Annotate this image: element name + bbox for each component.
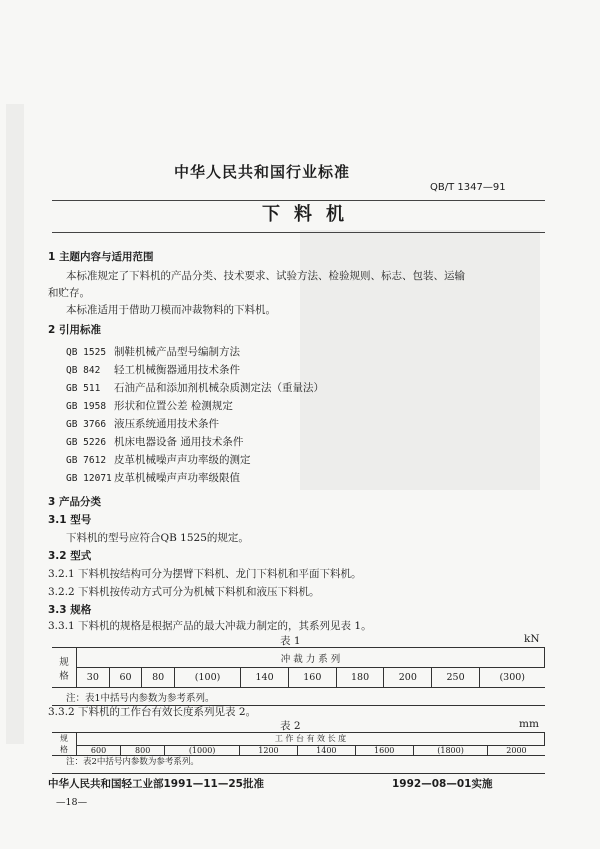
table-2-caption: 表 2 xyxy=(280,720,301,732)
reference-item: GB 511 石油产品和添加剂机械杂质测定法（重量法） xyxy=(66,382,324,394)
table-cell: 1600 xyxy=(355,745,413,755)
scan-bleed-1 xyxy=(6,104,24,744)
table-2-unit: mm xyxy=(519,718,539,730)
section-3-1-text: 下料机的型号应符合QB 1525的规定。 xyxy=(66,532,249,544)
table-1-header: 冲 裁 力 系 列 xyxy=(77,648,545,668)
section-1-para-1-cont: 和贮存。 xyxy=(48,287,90,299)
reference-item: GB 5226 机床电器设备 通用技术条件 xyxy=(66,436,244,448)
table-cell: 250 xyxy=(432,668,480,688)
table-2 xyxy=(52,732,545,756)
table-2-header: 工 作 台 有 效 长 度 xyxy=(77,733,545,746)
section-3-2-2-text: 3.2.2 下料机按传动方式可分为机械下料机和液压下料机。 xyxy=(48,586,320,598)
section-3-1-heading: 3.1 型号 xyxy=(48,514,92,526)
table-1-row-label: 规 格 xyxy=(52,648,77,688)
footer-rule xyxy=(52,773,545,774)
section-3-3-2-text: 3.3.2 下料机的工作台有效长度系列见表 2。 xyxy=(48,706,257,718)
table-cell: 80 xyxy=(142,668,175,688)
header-rule-2 xyxy=(52,232,545,233)
reference-item: GB 12071 皮革机械噪声声功率级限值 xyxy=(66,472,240,484)
section-1-para-1: 本标准规定了下料机的产品分类、技术要求、试验方法、检验规则、标志、包装、运输 xyxy=(66,270,465,282)
section-3-2-heading: 3.2 型式 xyxy=(48,550,92,562)
table-cell: 140 xyxy=(241,668,289,688)
table-cell: 1200 xyxy=(240,745,298,755)
table-cell: 60 xyxy=(109,668,142,688)
table-cell: (300) xyxy=(479,668,544,688)
table-1-note: 注：表1中括号内参数为参考系列。 xyxy=(52,688,545,706)
section-1-heading: 1 主题内容与适用范围 xyxy=(48,251,154,263)
section-3-2-1-text: 3.2.1 下料机按结构可分为摆臂下料机、龙门下料机和平面下料机。 xyxy=(48,568,362,580)
section-3-3-heading: 3.3 规格 xyxy=(48,604,92,616)
document-title: 下料机 xyxy=(262,204,358,225)
section-1-para-2: 本标准适用于借助刀模而冲裁物料的下料机。 xyxy=(66,304,276,316)
reference-item: GB 7612 皮革机械噪声声功率级的测定 xyxy=(66,454,251,466)
table-1-caption: 表 1 xyxy=(280,635,301,647)
table-1 xyxy=(52,647,545,706)
table-1-unit: kN xyxy=(524,633,540,645)
section-3-heading: 3 产品分类 xyxy=(48,496,101,508)
table-cell: 800 xyxy=(121,745,165,755)
effective-date: 1992—08—01实施 xyxy=(392,778,493,790)
table-2-note: 注：表2中括号内参数为参考系列。 xyxy=(66,757,199,767)
table-cell: (100) xyxy=(174,668,240,688)
table-cell: 1400 xyxy=(297,745,355,755)
reference-item: QB 1525 制鞋机械产品型号编制方法 xyxy=(66,346,240,358)
page-number: —18— xyxy=(56,797,88,808)
section-3-3-1-text: 3.3.1 下料机的规格是根据产品的最大冲裁力制定的，其系列见表 1。 xyxy=(48,620,372,632)
table-cell: 30 xyxy=(77,668,110,688)
table-cell: (1800) xyxy=(413,745,488,755)
reference-item: GB 1958 形状和位置公差 检测规定 xyxy=(66,400,233,412)
table-2-row-label: 规 格 xyxy=(52,733,77,756)
table-cell: (1000) xyxy=(165,745,240,755)
table-cell: 2000 xyxy=(488,745,545,755)
table-cell: 600 xyxy=(77,745,121,755)
standard-code: QB/T 1347—91 xyxy=(430,182,506,193)
reference-item: GB 3766 液压系统通用技术条件 xyxy=(66,418,219,430)
reference-item: QB 842 轻工机械衡器通用技术条件 xyxy=(66,364,240,376)
standard-org-heading: 中华人民共和国行业标准 xyxy=(174,163,351,181)
table-cell: 200 xyxy=(384,668,432,688)
section-2-heading: 2 引用标准 xyxy=(48,324,101,336)
approval-line: 中华人民共和国轻工业部1991—11—25批准 xyxy=(48,778,264,790)
table-cell: 160 xyxy=(288,668,336,688)
table-cell: 180 xyxy=(336,668,384,688)
